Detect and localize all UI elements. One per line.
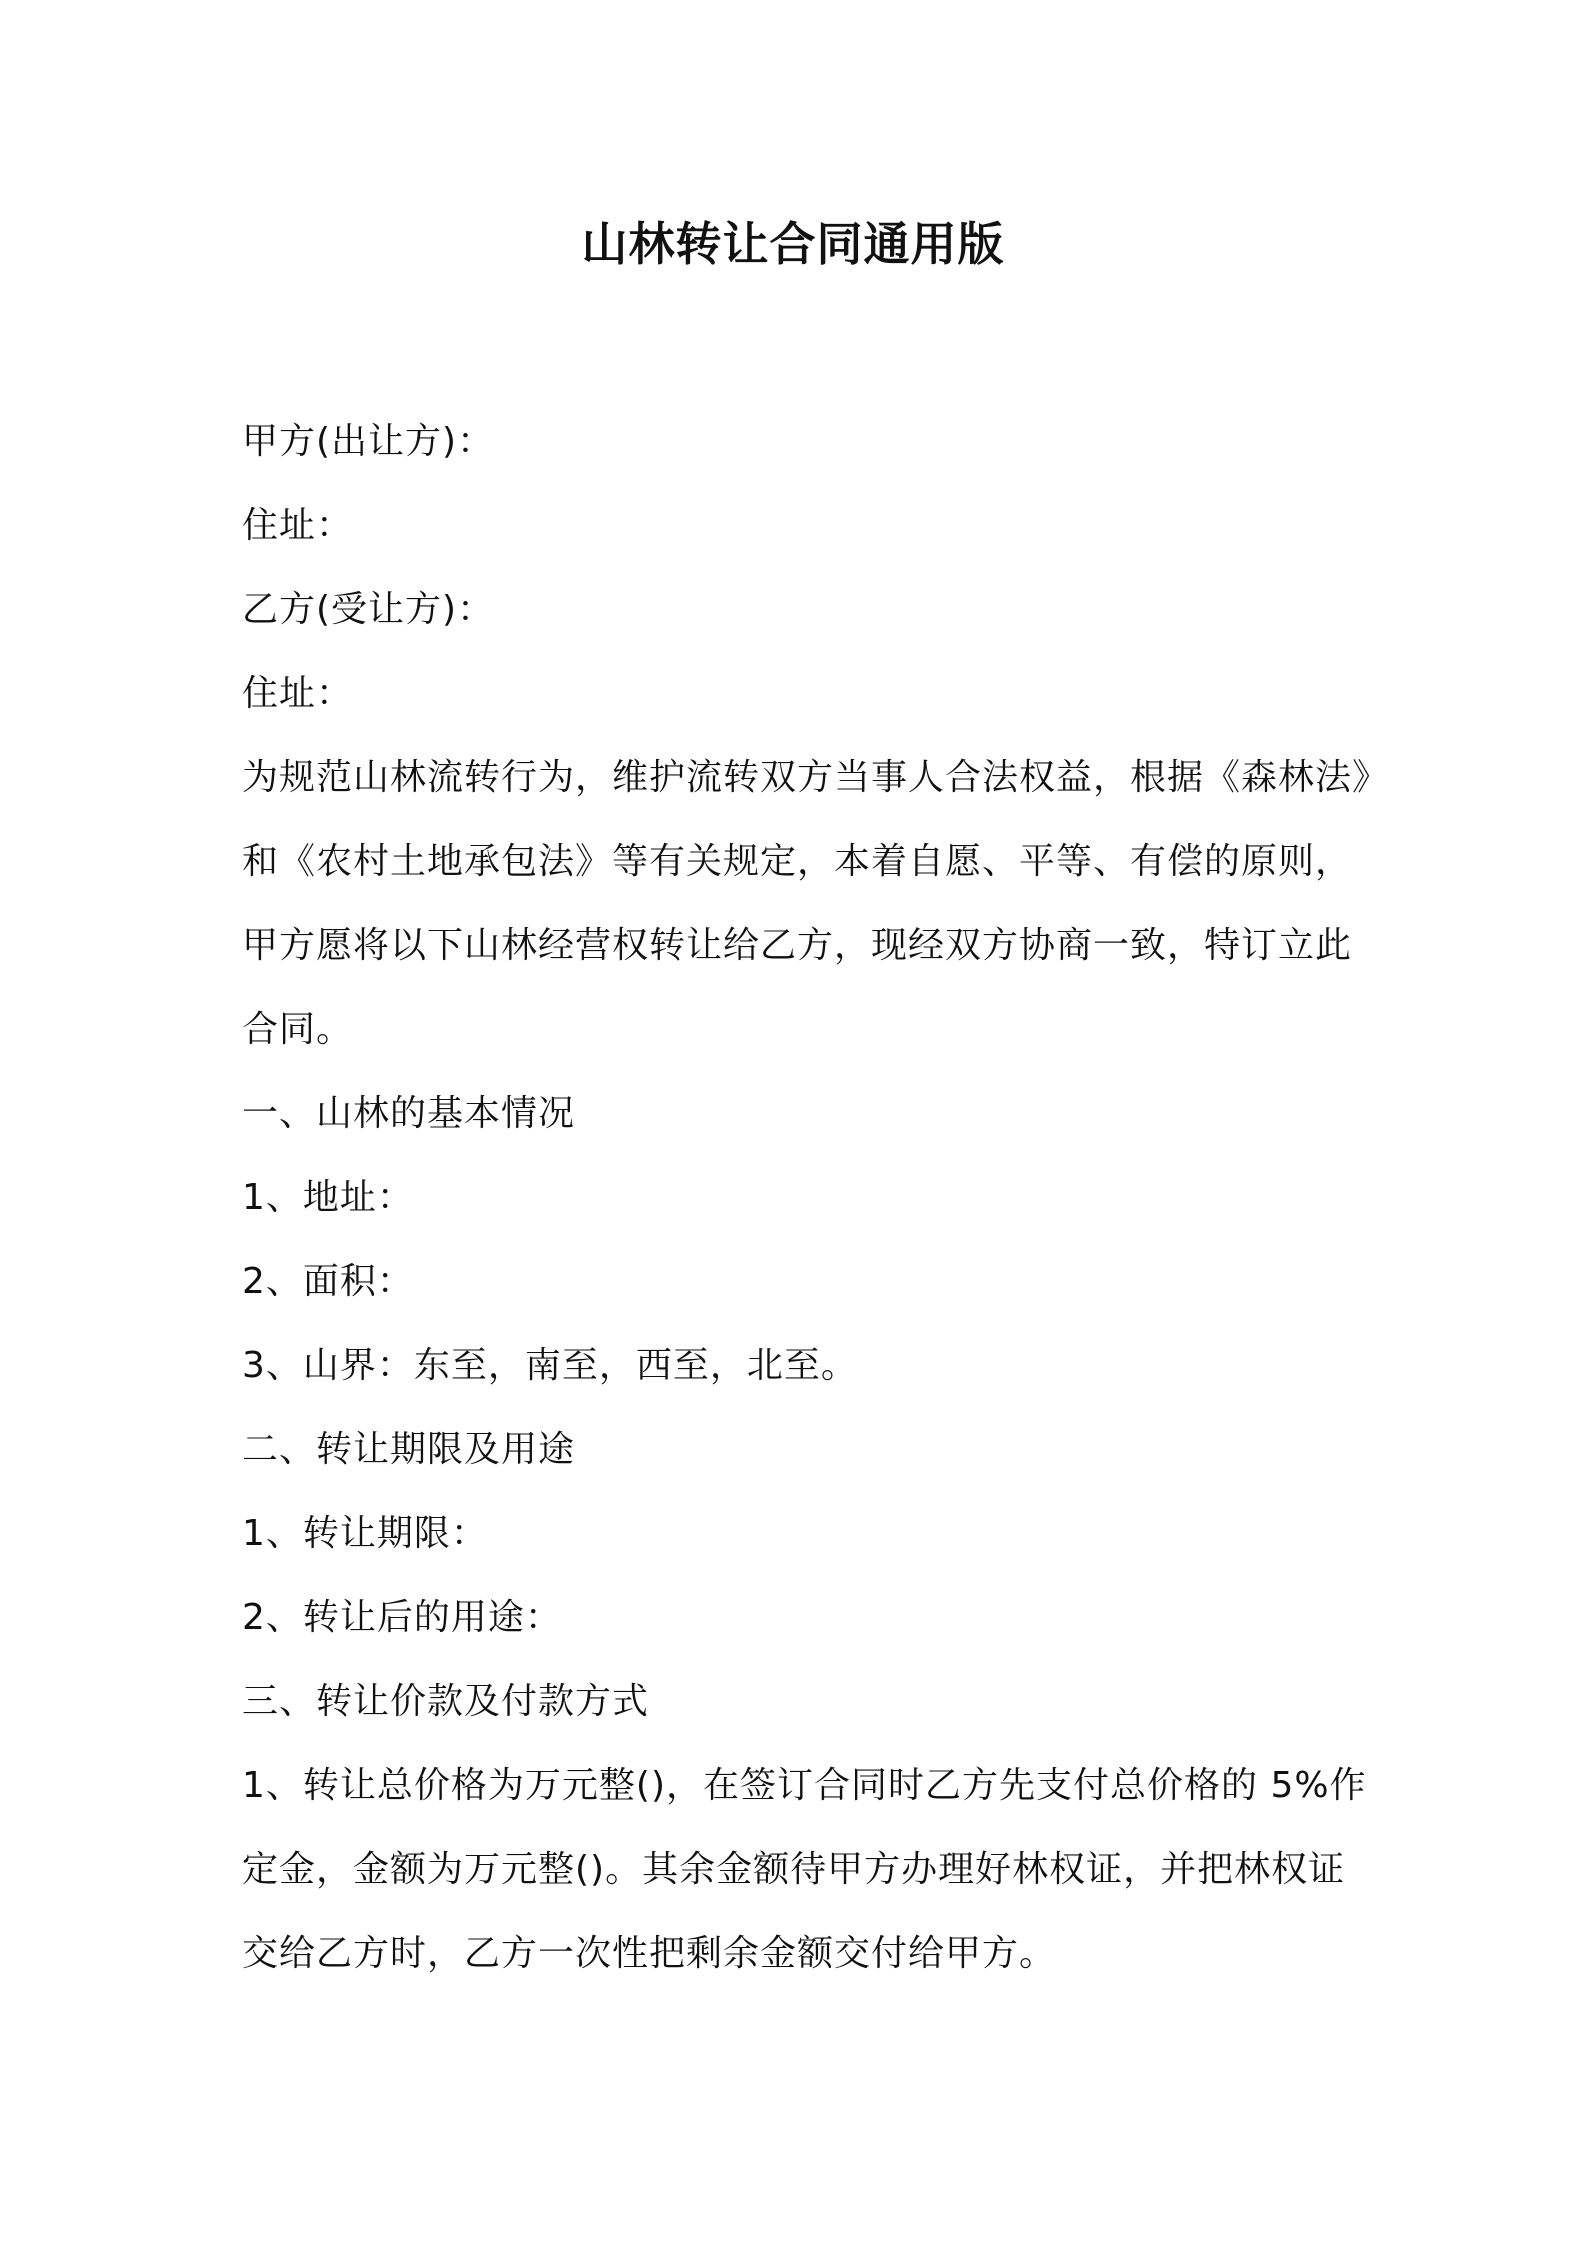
document-title: 山林转让合同通用版	[581, 217, 1005, 271]
section-1-item: 3、山界：东至，南至，西至，北至。	[242, 1345, 858, 1386]
section-2-item: 1、转让期限：	[242, 1513, 488, 1554]
party-a-address-label: 住址：	[242, 505, 354, 546]
section-1-item: 1、地址：	[242, 1177, 414, 1218]
section-1-item: 2、面积：	[242, 1261, 414, 1302]
section-3-heading: 三、转让价款及付款方式	[242, 1681, 650, 1722]
preamble-line: 为规范山林流转行为，维护流转双方当事人合法权益，根据《森林法》	[242, 757, 1390, 798]
section-3-clause-line: 定金，金额为万元整()。其余金额待甲方办理好林权证，并把林权证	[242, 1849, 1346, 1890]
party-b-address-label: 住址：	[242, 673, 354, 714]
preamble-line: 合同。	[242, 1009, 354, 1050]
section-3-clause-line: 1、转让总价格为万元整()，在签订合同时乙方先支付总价格的 5%作	[242, 1765, 1367, 1806]
party-b-label: 乙方(受让方)：	[242, 589, 495, 630]
document-body	[242, 400, 1390, 1996]
party-a-label: 甲方(出让方)：	[242, 421, 495, 462]
preamble-line: 甲方愿将以下山林经营权转让给乙方，现经双方协商一致，特订立此	[242, 925, 1353, 966]
preamble-line: 和《农村土地承包法》等有关规定，本着自愿、平等、有偿的原则，	[242, 841, 1353, 882]
section-1-heading: 一、山林的基本情况	[242, 1093, 576, 1134]
section-2-item: 2、转让后的用途：	[242, 1597, 562, 1638]
section-3-clause-line: 交给乙方时，乙方一次性把剩余金额交付给甲方。	[242, 1933, 1057, 1974]
section-2-heading: 二、转让期限及用途	[242, 1429, 576, 1470]
